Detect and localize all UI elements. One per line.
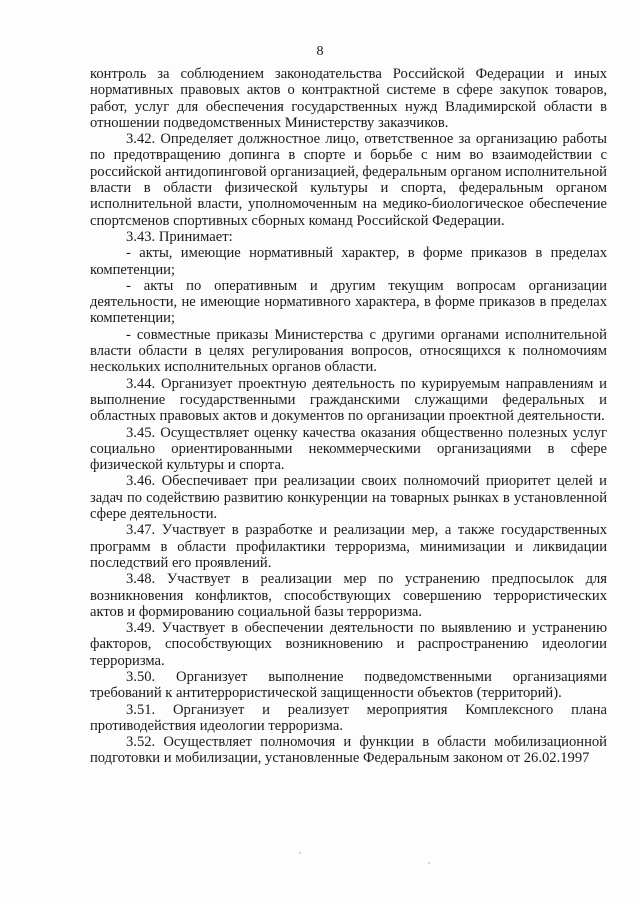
paragraph-3-42: 3.42. Определяет должностное лицо, ответственное за организацию работы по предотвращению допинга в спорте и борьбе с ним во взаимодействии с российской антидопинговой организацией, федеральным органом исполнительной власти в области физической культуры и спорта, федеральным органом исполнительной власти, уполномоченным на медико-биологическое обеспечение спортсменов спортивных сборных команд Российской Федерации. bbox=[90, 131, 607, 229]
paragraph-3-48: 3.48. Участвует в реализации мер по устранению предпосылок для возникновения конфликтов, способствующих совершению террористических актов и формированию социальной базы терроризма. bbox=[90, 571, 607, 620]
paragraph-continuation: контроль за соблюдением законодательства Российской Федерации и иных нормативных правовых актов о контрактной системе в сфере закупок товаров, работ, услуг для обеспечения государственных нужд Владимирской области в отношении подведомственных Министерству заказчиков. bbox=[90, 66, 607, 131]
paragraph-3-47: 3.47. Участвует в разработке и реализации мер, а также государственных программ в области профилактики терроризма, минимизации и ликвидации последствий его проявлений. bbox=[90, 522, 607, 571]
paragraph-3-44: 3.44. Организует проектную деятельность по курируемым направлениям и выполнение государственными гражданскими служащими федеральных и областных правовых актов и документов по организации проектной деятельности. bbox=[90, 375, 607, 425]
paragraph-3-43: 3.43. Принимает: bbox=[126, 228, 233, 245]
paragraph-3-46: 3.46. Обеспечивает при реализации своих полномочий приоритет целей и задач по содействию развитию конкуренции на товарных рынках в установленной сфере деятельности. bbox=[90, 473, 607, 523]
paragraph-3-45: 3.45. Осуществляет оценку качества оказания общественно полезных услуг социально ориентированными некоммерческими организациями в сфере физической культуры и спорта. bbox=[90, 424, 607, 474]
paragraph-3-52: 3.52. Осуществляет полномочия и функции в области мобилизационной подготовки и мобилизации, установленные Федеральным законом от 26.02.1997 bbox=[90, 734, 607, 767]
paragraph-3-49: 3.49. Участвует в обеспечении деятельности по выявлению и устранению факторов, способствующих возникновению и распространению идеологии терроризма. bbox=[90, 620, 607, 669]
list-item-normative-acts: - акты, имеющие нормативный характер, в форме приказов в пределах компетенции; bbox=[90, 245, 607, 278]
page-number: 8 bbox=[316, 44, 324, 59]
scan-speck bbox=[428, 862, 430, 864]
paragraph-3-51: 3.51. Организует и реализует мероприятия Комплексного плана противодействия идеологии терроризма. bbox=[90, 701, 607, 734]
list-item-joint-orders: - совместные приказы Министерства с другими органами исполнительной власти области в целях регулирования вопросов, относящихся к полномочиям нескольких исполнительных органов области. bbox=[90, 326, 607, 376]
list-item-operational-acts: - акты по оперативным и другим текущим вопросам организации деятельности, не имеющие нормативного характера, в форме приказов в пределах компетенции; bbox=[90, 277, 607, 327]
document-body bbox=[90, 66, 607, 767]
scan-speck bbox=[299, 852, 301, 854]
paragraph-3-50: 3.50. Организует выполнение подведомственными организациями требований к антитеррористической защищенности объектов (территорий). bbox=[90, 668, 607, 702]
